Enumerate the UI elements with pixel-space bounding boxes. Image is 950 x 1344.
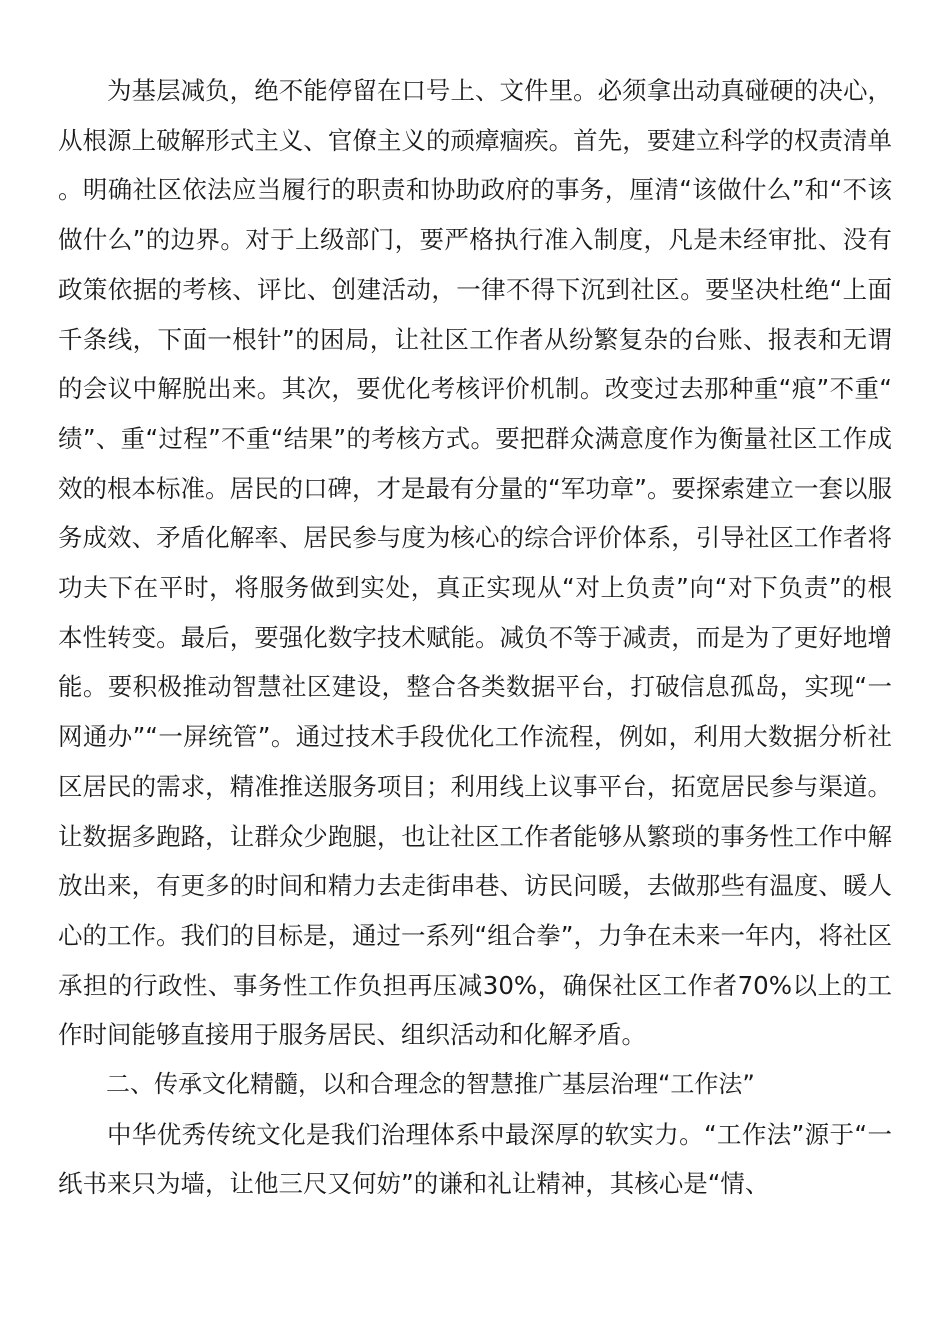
section-heading-two: 二、传承文化精髓，以和合理念的智慧推广基层治理“工作法”	[106, 1070, 755, 1099]
body-paragraph-traditional-culture: 中华优秀传统文化是我们治理体系中最深厚的软实力。“工作法”源于“一纸书来只为墙，让他三尺又何妨”的谦和礼让精神，其核心是“情、	[58, 1119, 892, 1199]
body-paragraph-burden-reduction: 为基层减负，绝不能停留在口号上、文件里。必须拿出动真碰硬的决心，从根源上破解形式主义、官僚主义的顽瘴痼疾。首先，要建立科学的权责清单。明确社区依法应当履行的职责和协助政府的事务，厘清“该做什么”和“不该做什么”的边界。对于上级部门，要严格执行准入制度，凡是未经审批、没有政策依据的考核、评比、创建活动，一律不得下沉到社区。要坚决杜绝“上面千条线，下面一根针”的困局，让社区工作者从纷繁复杂的台账、报表和无谓的会议中解脱出来。其次，要优化考核评价机制。改变过去那种重“痕”不重“绩”、重“过程”不重“结果”的考核方式。要把群众满意度作为衡量社区工作成效的根本标准。居民的口碑，才是最有分量的“军功章”。要探索建立一套以服务成效、矛盾化解率、居民参与度为核心的综合评价体系，引导社区工作者将功夫下在平时，将服务做到实处，真正实现从“对上负责”向“对下负责”的根本性转变。最后，要强化数字技术赋能。减负不等于减责，而是为了更好地增能。要积极推动智慧社区建设，整合各类数据平台，打破信息孤岛，实现“一网通办”“一屏统管”。通过技术手段优化工作流程，例如，利用大数据分析社区居民的需求，精准推送服务项目；利用线上议事平台，拓宽居民参与渠道。让数据多跑路，让群众少跑腿，也让社区工作者能够从繁琐的事务性工作中解放出来，有更多的时间和精力去走街串巷、访民问暖，去做那些有温度、暖人心的工作。我们的目标是，通过一系列“组合拳”，力争在未来一年内，将社区承担的行政性、事务性工作负担再压减30%，确保社区工作者70%以上的工作时间能够直接用于服务居民、组织活动和化解矛盾。	[58, 76, 892, 1050]
document-page	[58, 66, 892, 1209]
